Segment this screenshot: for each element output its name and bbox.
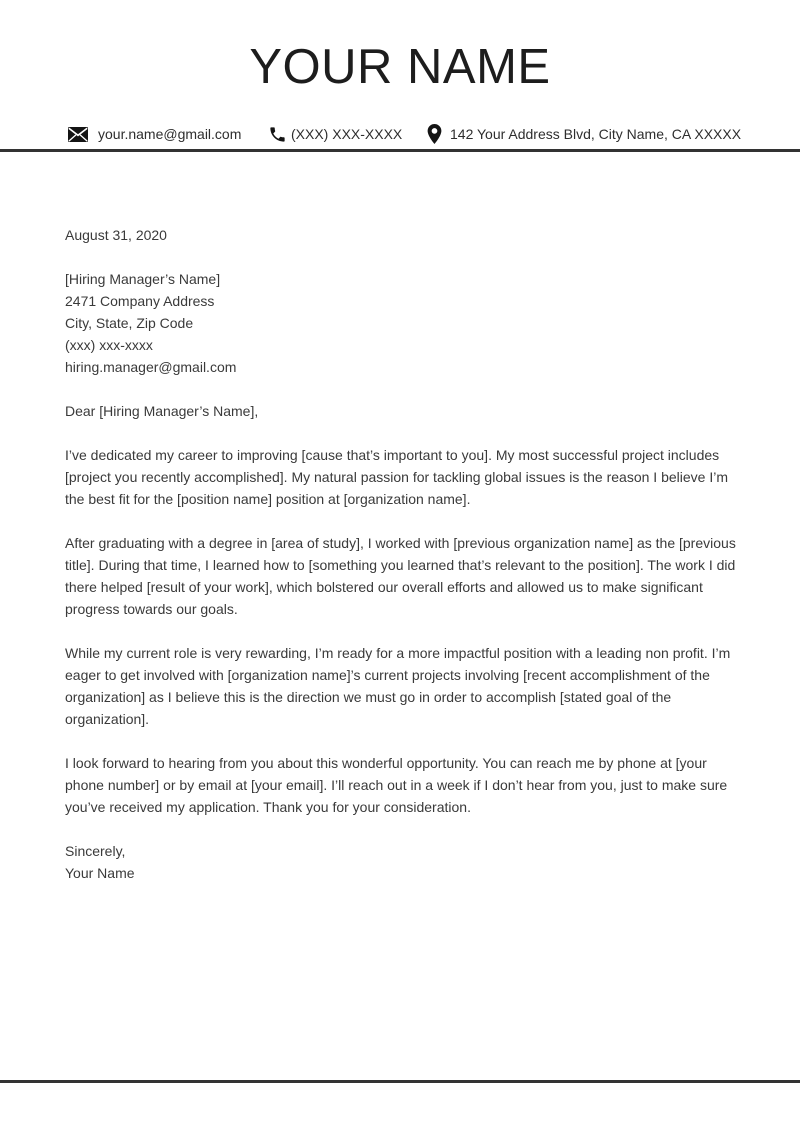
contact-phone bbox=[268, 120, 402, 148]
phone-handset-icon bbox=[268, 125, 287, 144]
letter-date: August 31, 2020 bbox=[65, 227, 167, 243]
recipient-block bbox=[65, 268, 739, 378]
contact-address-text: 142 Your Address Blvd, City Name, CA XXXXX bbox=[450, 126, 742, 142]
envelope-icon bbox=[68, 127, 88, 142]
contact-address bbox=[427, 120, 741, 148]
recipient-city-line: City, State, Zip Code bbox=[65, 315, 194, 331]
recipient-phone: (xxx) xxx-xxxx bbox=[65, 337, 153, 353]
body-paragraph-3: While my current role is very rewarding, I’m ready for a more impactful position with a leading non profit. I’m eager to get involved with [organization name]’s current projects involving [recent accomplishment of the organization] as I believe this is the direction we must go in order to accomplish [stated goal of the organization]. bbox=[65, 645, 731, 727]
body-paragraph-2: After graduating with a degree in [area of study], I worked with [previous organization name] as the [previous title]. During that time, I learned how to [something you learned that’s relevant to the position]. The work I did there helped [result of your work], which bolstered our overall efforts and allowed us to make significant progress towards our goals. bbox=[65, 535, 736, 617]
page-title: YOUR NAME bbox=[249, 40, 551, 94]
recipient-address-line: 2471 Company Address bbox=[65, 293, 215, 309]
recipient-email: hiring.manager@gmail.com bbox=[65, 359, 237, 375]
contact-email-text: your.name@gmail.com bbox=[98, 126, 242, 142]
contact-phone-text: (XXX) XXX-XXXX bbox=[291, 126, 403, 142]
body-paragraph-4: I look forward to hearing from you about this wonderful opportunity. You can reach me by phone at [your phone number] or by email at [your email]. I’ll reach out in a week if I don’t hear from you, just to make sure you’ve received my application. Thank you for your consideration. bbox=[65, 755, 728, 815]
salutation: Dear [Hiring Manager’s Name], bbox=[65, 403, 259, 419]
closing: Sincerely, bbox=[65, 843, 126, 859]
signature-block bbox=[65, 840, 739, 884]
body-paragraph-1: I’ve dedicated my career to improving [cause that’s important to you]. My most successful project includes [project you recently accomplished]. My natural passion for tackling global issues is the reason I believe I’m the best fit for the [position name] position at [organization name]. bbox=[65, 447, 728, 507]
contact-email bbox=[68, 120, 241, 148]
location-pin-icon bbox=[427, 124, 442, 144]
letter-body bbox=[65, 224, 739, 884]
footer-divider-rule bbox=[0, 1080, 800, 1083]
header-divider-rule bbox=[0, 149, 800, 152]
signature-name: Your Name bbox=[65, 865, 135, 881]
recipient-name: [Hiring Manager’s Name] bbox=[65, 271, 221, 287]
